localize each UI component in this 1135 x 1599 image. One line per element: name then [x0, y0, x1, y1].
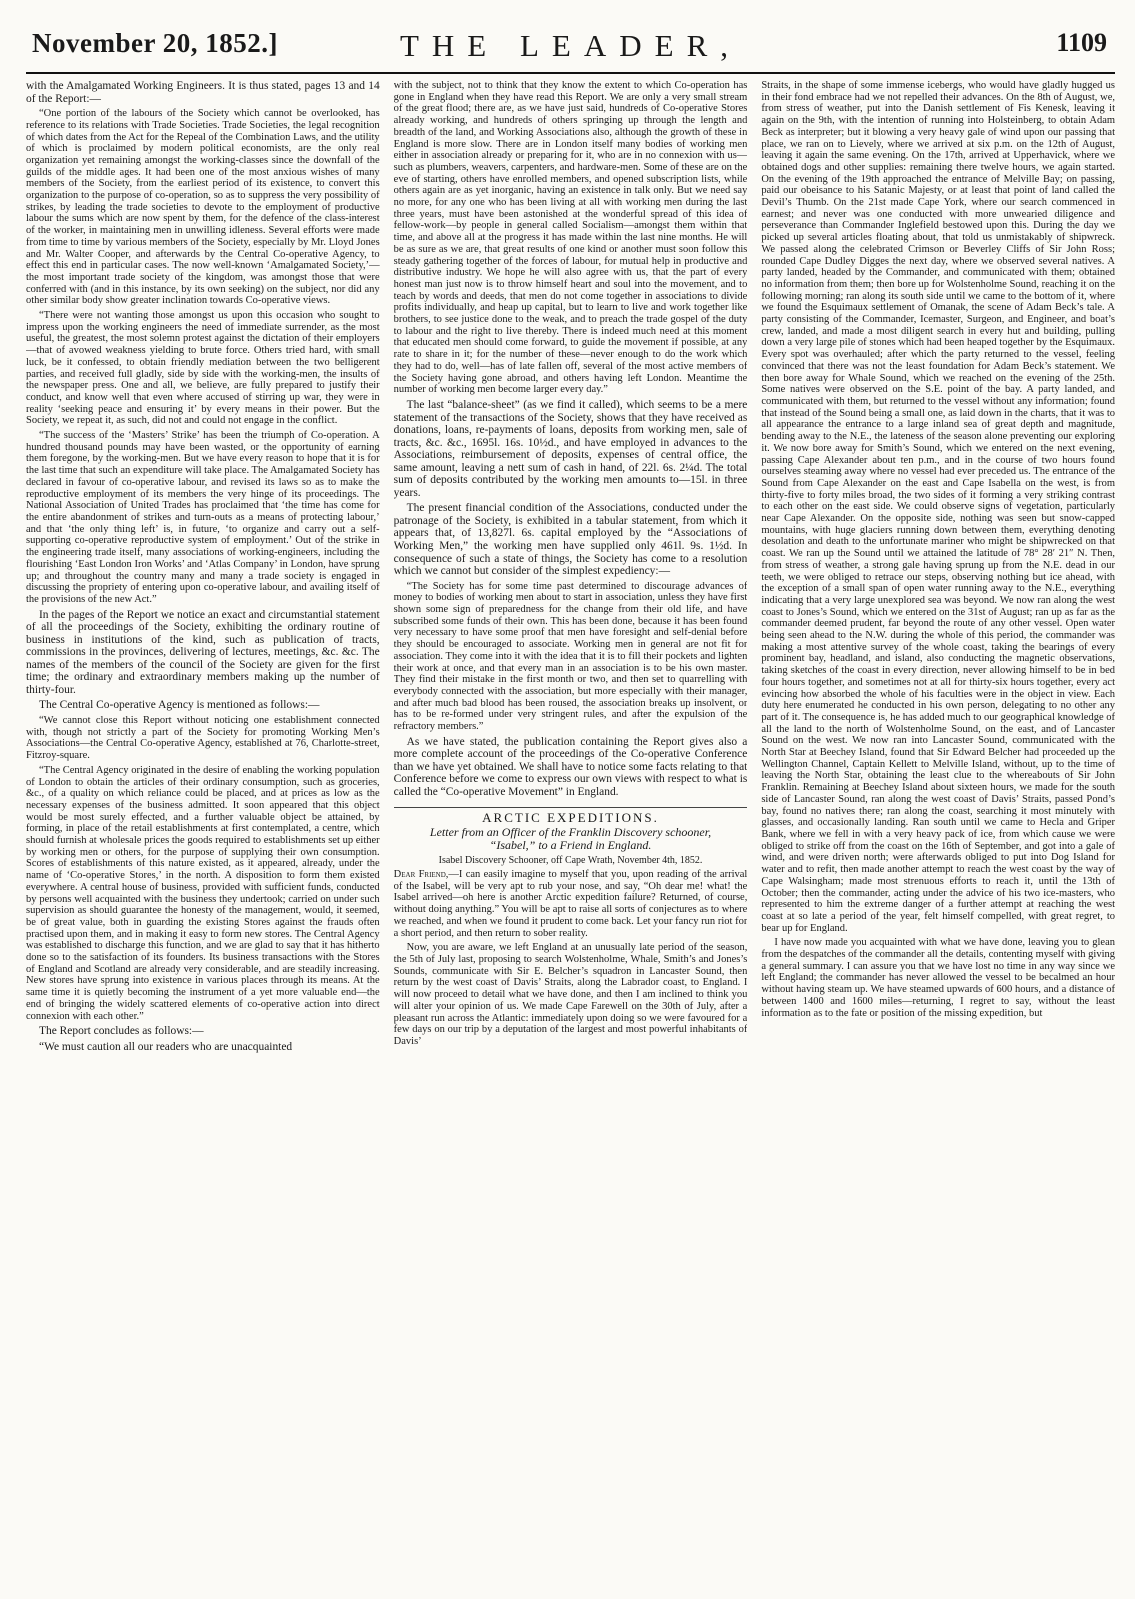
quote-paragraph: “There were not wanting those amongst us upon this occasion who sought to impress upon the working engineers the need of immediate surrender, as the most useful, the greatest, the most solemn protest against the dictation of their employers—that of avowed weakness yielding to brute force. Others tried hard, with small luck, be it confessed, to obtain friendly mediation between the two belligerent parties, and received full gladly, side by side with the working-men, the insults of the newspaper press. One and all, we believe, are fully prepared to justify their conduct, and know well that even where accused of stirring up war, they were in reality ‘seeking peace and ensuring it’ by every means in their power. But the Society, we repeat it, as such, did not and could not engage in the conflict. [26, 310, 380, 427]
column-2 [394, 80, 748, 1595]
section-heading: ARCTIC EXPEDITIONS. [394, 807, 748, 825]
quote-paragraph: “One portion of the labours of the Society which cannot be overlooked, has reference to its relations with Trade Societies. Trade Societies, the legal recognition of which dates from the Act for the Repeal of the Combination Laws, and the utility of which is proclaimed by modern political economists, are the only real organization yet remaining amongst the working-classes since the downfall of the guilds of the middle ages. It had been one of the most anxious wishes of many members of the Society, from the earliest period of its existence, to convert this organization to the purpose of co-operation, so as to suppress the very possibility of strikes, by leading the trade societies to devote to the employment of productive labour the sums which are now spent by them, for the defence of the class-interest of the worker, in maintaining men in unwilling idleness. Several efforts were made from time to time by various members of the Society, especially by Mr. Lloyd Jones and Mr. Walter Cooper, and afterwards by the Central Co-operative Agency, to effect this end in particular cases. The now well-known ‘Amalgamated Society,’—the most important trade society of the kingdom, was amongst those that were conferred with (and in this instance, by its own seeking) on the subject, nor did any other similar body show greater inclination towards Co-operative views. [26, 108, 380, 307]
quote-paragraph: with the subject, not to think that they know the extent to which Co-operation has gone in England when they have read this Report. We are only a very small stream of the great flood; there are, as we have just said, hundreds of Co-operative Stores already working, and hundreds of others springing up through the length and breadth of the land, and Working Associations also, although the growth of these in England is more slow. There are in London itself many bodies of working men either in association already or preparing for it, who are in no connexion with us—such as plumbers, weavers, carpenters, and hardware-men. Some of these are on the eve of starting, others have enrolled members, and opened subscription lists, while others again are as yet inorganic, having an existence in talk only. But we need say no more, for any one who has been living at all with working men during the last three years, must have been astonished at the wonderful spread of this idea of fellow-work—by people in general called Socialism—amongst them within that time, and above all at the progress it has made within the last nine months. He will be as sure as we are, that great results of one kind or another must soon follow this steady gathering together of the forces of labour, for mutual help in productive and distributive industry. We hope he will also agree with us, that the part of every honest man just now is to throw himself heart and soul into the movement, and to teach by words and deeds, that men do not come together in associations to divide profits individually, and heap up capital, but to learn to live and work together like brothers, to see justice done to the weak, and to preach the trade gospel of the duty to labour and the right to live thereby. There is indeed much need at this moment that educated men should come forward, to guide the movement if possible, at any rate to share in it; for the number of these—never enough to do the work which they had to do, well—has of late fallen off, several of the most active members of the Society having gone abroad, and others having left London. Meantime the number of working men become larger every day.” [393, 80, 748, 396]
dateline: Isabel Discovery Schooner, off Cape Wrath, November 4th, 1852. [438, 855, 703, 867]
page-number: 1109 [1056, 28, 1107, 57]
quote-paragraph: “We cannot close this Report without noticing one establishment connected with, though not strictly a part of the Society for promoting Working Men’s Associations—the Central Co-operative Agency, established at 76, Charlotte-street, Fitzroy-square. [26, 715, 380, 762]
paragraph: The present financial condition of the Associations, conducted under the patronage of the Society, is exhibited in a tabular statement, from which it appears that, of 13,827l. 6s. capital employed by the “Associations of Working Men,” the working men have supplied only 461l. 9s. 1½d. In consequence of such a state of things, the Society has come to a resolution which we cannot but consider of the simplest expediency:— [393, 502, 748, 578]
paragraph: The Central Co-operative Agency is mentioned as follows:— [39, 699, 320, 712]
newspaper-title: THE LEADER, [399, 28, 742, 63]
article-columns [26, 80, 1115, 1595]
article-subtitle: Letter from an Officer of the Franklin Discovery schooner, “Isabel,” to a Friend in England. [429, 825, 712, 853]
letter-text: —I can easily imagine to myself that you, upon reading of the arrival of the Isabel, will be very apt to rub your nose, and say, “Oh dear me! what! the Isabel arrived—oh here is another Arctic expedition failure? Returned, of course, without doing anything.” You will be apt to raise all sorts of conjectures as to where we reached, and when we found it prudent to come back. Let your fancy run riot for a short period, and then return to sober reality. [393, 869, 748, 939]
quote-paragraph: “The Central Agency originated in the desire of enabling the working population of London to obtain the articles of their ordinary consumption, such as groceries, &c., of a quality on which reliance could be placed, and at prices as low as the necessary expenses of the business admitted. It soon appeared that this object would be most surely effected, and a further valuable object be attained, by forming, in place of the retail establishments at first contemplated, a centre, which should furnish at wholesale prices the goods required to establishments set up either by working men or others, for the purpose of supplying their own consumption. Scores of establishments of this nature existed, as it appeared, already, under the name of ‘Co-operative Stores,’ in the north. A disposition to form them existed everywhere. A central house of business, provided with sufficient funds, conducted by persons well acquainted with the business they undertook; carried on under such supervision as should guarantee the honesty of the management, would, it seemed, be of great value, both in guarding the existing Stores against the frauds often practised upon them, and in making it easy to form new stores. The Central Agency was established to discharge this function, and we are glad to say that it has hitherto done so to the satisfaction of its founders. Its business transactions with the Stores of England and Scotland are already very considerable, and are steadily increasing. New stores have sprung into existence in various places through its means. At the same time it is quietly becoming the instrument of a yet more valuable end—the end of bringing the widely scattered elements of co-operative action into direct connexion with each other.” [26, 764, 380, 1022]
letter-paragraph: I have now made you acquainted with what we have done, leaving you to glean from the despatches of the commander all the details, contenting myself with giving a general summary. I can assure you that we have lost no time in any way since we left England; the commander has never allowed the vessel to be becalmed an hour without having steam up. We have steamed upwards of 600 hours, and a distance of between 1400 and 1600 miles—returning, I regret to say, without the least information as to the fate or position of the missing expedition, but [761, 937, 1115, 1019]
quote-paragraph: “The Society has for some time past determined to discourage advances of money to bodies of working men about to start in association, unless they have first shown some sign of preparedness for the change from their old life, and have subscribed some funds of their own. This has been done, because it has been found very necessary to have some proof that men have foresight and self-denial before they should be encouraged to associate. Working men in general are not fit for association. They come into it with the idea that it is to fill their pockets and lighten their work at once, and that every man in an association is to be his own master. They find their mistake in the first month or two, and then set to quarrelling with everybody connected with the association, but more especially with their manager, and after much bad blood has been roused, the association breaks up insolvent, or has to be re-formed under very stringent rules, and after the expulsion of the refractory members.” [393, 580, 748, 733]
letter-paragraph: Now, you are aware, we left England at an unusually late period of the season, the 5th of July last, proposing to search Wolstenholme, Whale, Smith’s and Jones’s Sounds, communicate with Sir E. Belcher’s squadron in Lancaster Sound, then return by the west coast of Davis’ Straits, along the Labrador coast, to England. I will now proceed to detail what we have done, and then I am inclined to think you will alter your opinion of us. We made Cape Farewell on the 30th of July, after a pleasant run across the Atlantic: immediately upon doing so we were favoured for a few days on our trip by a deputation of the largest and most powerful inhabitants of Davis’ [393, 942, 748, 1047]
salutation: Dear Friend, [393, 869, 449, 881]
column-1 [26, 80, 380, 1595]
column-3 [761, 80, 1115, 1595]
letter-paragraph: Straits, in the shape of some immense icebergs, who would have gladly hugged us in their fond embrace had we not repelled their advances. On the 8th of August, we, from stress of weather, put into the Danish settlement of Fis Kenesk, leaving it again on the 9th, with the intention of running into Holsteinberg, to obtain Adam Beck as interpreter; but it blowing a very heavy gale of wind upon our passing that place, we ran on to Lievely, where we arrived at six p.m. on the 12th of August, leaving it again the same evening. On the 17th, arrived at Upperhavick, where we obtained dogs and other supplies: remaining there twelve hours, we again started. On the evening of the 19th approached the entrance of Melville Bay; on passing, paid our obeisance to his Satanic Majesty, or at least that point of land called the Devil’s Thumb. On the 21st made Cape York, where our search commenced in earnest; and never was one conducted with more unwearied diligence and perseverance than Commander Inglefield bestowed upon this. During the day we picked up several articles floating about, that told us unmistakably of shipwreck. We passed along the celebrated Crimson or Beverley Cliffs of Sir John Ross; rounded Cape Dudley Digges the next day, where we observed several natives. A party landed, headed by the Commander, and communicated with them; obtained no information from them; then bore up for Wolstenholme Sound, reaching it on the following morning; ran along its south side until we came to the bottom of it, where we found the Esquimaux settlement of Omanak, the scene of Adam Beck’s tale. A party consisting of the Commander, Icemaster, Surgeon, and Engineer, and boat’s crew, landed, and made a most diligent search in every hut and building, pulling down a very large pile of stones which had been heaped together by the Esquimaux. Every spot was overhauled; after which the party returned to the vessel, feeling convinced that there was not the least foundation for Adam Beck’s statement. We then bore away for Whale Sound, which we reached on the evening of the 25th. Some natives were observed on the S.E. point of the bay. A party landed, and communicated with them, but returned to the vessel without any information; found that instead of the Sound being a small one, as laid down in the charts, that it was to all appearance the entrance to a large inland sea of great depth and magnitude, bending away to the N.E., the lateness of the season alone preventing our exploring it. We now bore away for Smith’s Sound, which we entered on the next evening, passing Cape Alexander about ten p.m., and in the course of two hours found ourselves steaming away where no vessel had ever preceded us. The entrance of the Sound from Cape Alexander on the east and Cape Isabella on the west, is from thirty-five to forty miles broad, the two sides of it forming a very striking contrast to each other on the east side. We could observe signs of vegetation, particularly near Cape Alexander. On the opposite side, nothing was seen but snow-capped mountains, with huge glaciers running down between them, everything denoting desolation and death to the unfortunate mariner who might be shipwrecked on that coast. We ran up the Sound until we attained the latitude of 78° 28′ 21″ N. Then, from stress of weather, a strong gale having sprung up from the N.E. dead in our teeth, we were obliged to retrace our steps, observing nothing but ice ahead, with the exception of a small span of open water running away to the N.E., everything indicating that a very large unexplored sea was beyond. We now ran along the west coast to Jones’s Sound, which we entered on the 31st of August; ran up as far as the commander deemed prudent, far beyond the route of any other vessel. Open water being seen ahead to the N.W. during the whole of this period, the commander was making a most attentive survey of the whole coast, taking the bearings of every prominent bay, headland, and island, also conducting the magnetic observations, taking sketches of the coast in every direction, never allowing himself to be in bed four hours together, and sometimes not at all for thirty-six hours together, every act evincing how absorbed the whole of his faculties were in the object in view. Each duty here enumerated he conducted in his own person, delegating to no other any part of it. The consequence is, he has added much to our geographical knowledge of all the land to the north of Wolstenholme Sound, on the east, and of Lancaster Sound on the west. We now ran into Lancaster Sound, communicated with the North Star at Beechey Island, found that Sir Edward Belcher had proceeded up the Wellington Channel, Captain Kellett to Melville Island, without, up to the time of leaving the North Star, obtaining the least clue to the whereabouts of Sir John Franklin. Remaining at Beechey Island about sixteen hours, we made for the south side of Lancaster Sound, ran along the west coast of Davis’ Straits, passed Pond’s bay, found no natives there; ran along the coast, searching it most minutely with glasses, and occasionally landing. Ran south until we came to Hecla and Griper Bank, where we fell in with a very heavy pack of ice, from which cause we were obliged to strike off from the coast on the 16th of September, and got into a gale of wind, and were driven north; were afterwards obliged to put into Dog Island for water and to refit, then made another attempt to reach the west coast by the way of Cape Walsingham; made most strenuous efforts to reach it, until the 13th of October; then the commander, acting under the advice of his two ice-masters, who represented to him the extreme danger of a further attempt at reaching the west coast at so late a period of the year, felt himself compelled, with great regret, to bear up for England. [761, 80, 1115, 934]
quote-paragraph: “The success of the ‘Masters’ Strike’ has been the triumph of Co-operation. A hundred thousand pounds may have been wasted, or the opportunity of earning them foregone, by the working-men. But we have every reason to hope that it is for the last time that such an expenditure will take place. The Amalgamated Society has declared in favour of co-operative labour, and revised its laws so as to make the reproductive employment of its members the very hinge of its proceedings. The National Association of United Trades has proclaimed that ‘the time has come for the entire abandonment of strikes and turn-outs as a means of protecting labour,’ and that ‘the only thing left’ is, in future, ‘to organize and carry out a self-supporting co-operative reproductive system of employment.’ Out of the strike in the engineering trade itself, many associations of working-engineers, including the flourishing ‘East London Iron Works’ and ‘Atlas Company’ in London, have sprung up; and throughout the country many and many a trade society is engaged in discussing the propriety of entering upon co-operative labour, and availing itself of the provisions of the new Act.” [26, 430, 380, 605]
paragraph: The last “balance-sheet” (as we find it called), which seems to be a mere statement of the transactions of the Society, shows that they have received as donations, loans, re-payments of loans, deposits from working men, sale of tracts, &c. &c., 1695l. 16s. 10½d., and have employed in advances to the Associations, reimbursement of deposits, expenses of central office, the same amount, leaving a nett sum of cash in hand, of 22l. 6s. 2¼d. The total sum of deposits contributed by the working men amounts to—15l. in three years. [393, 398, 748, 499]
paragraph: with the Amalgamated Working Engineers. It is thus stated, pages 13 and 14 of the Report:— [26, 80, 380, 105]
paragraph: As we have stated, the publication containing the Report gives also a more complete account of the proceedings of the Co-operative Conference than we have yet obtained. We shall have to notice some facts relating to that Conference before we come to express our own views with respect to what is called the “Co-operative Movement” in England. [393, 735, 748, 798]
issue-date: November 20, 1852.] [32, 28, 278, 58]
paragraph: In the pages of the Report we notice an exact and circumstantial statement of all the proceedings of the Society, exhibiting the ordinary routine of business in institutions of the kind, such as publication of tracts, commissions in the provinces, delivering of lectures, meetings, &c. &c. The names of the members of the council of the Society are given for the first time; the ordinary and extraordinary members making up the number of thirty-four. [26, 608, 380, 696]
paragraph: The Report concludes as follows:— [39, 1025, 204, 1038]
paragraph: “We must caution all our readers who are unacquainted [39, 1040, 293, 1053]
letter-paragraph [394, 869, 748, 939]
masthead [26, 28, 1115, 74]
